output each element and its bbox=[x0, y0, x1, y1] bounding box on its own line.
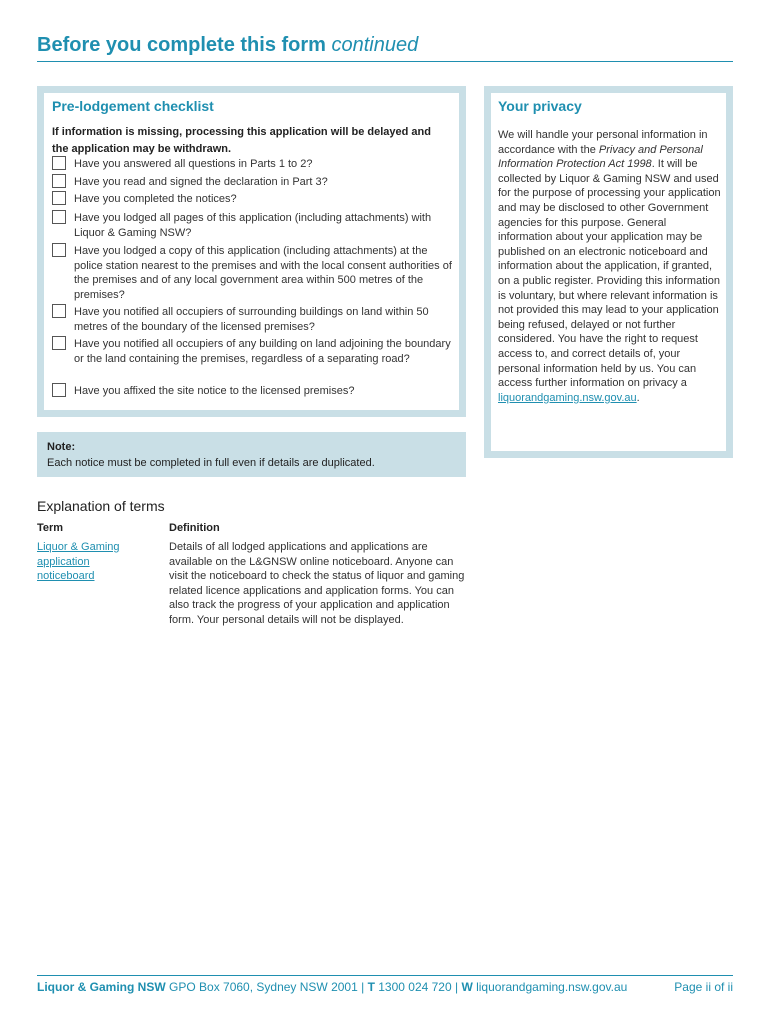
checklist-item-label: Have you notified all occupiers of surrounding buildings on land within 50 metres of the boundary of the licensed premises? bbox=[74, 306, 429, 333]
privacy-panel-body bbox=[491, 93, 726, 451]
checklist-panel bbox=[37, 86, 466, 417]
footer-divider bbox=[37, 975, 733, 976]
checkbox[interactable] bbox=[52, 174, 66, 188]
checklist-intro: If information is missing, processing this application will be delayed and the application may be withdrawn. bbox=[52, 126, 431, 155]
page-title-suffix: continued bbox=[331, 34, 419, 56]
checklist-item-label: Have you completed the notices? bbox=[74, 193, 237, 205]
footer-org: Liquor & Gaming NSW bbox=[37, 980, 166, 994]
checkbox[interactable] bbox=[52, 304, 66, 318]
checklist-heading: Pre-lodgement checklist bbox=[52, 98, 214, 114]
checklist-item-label: Have you affixed the site notice to the licensed premises? bbox=[74, 385, 355, 397]
checkbox[interactable] bbox=[52, 336, 66, 350]
footer-web-label: W bbox=[461, 980, 473, 994]
page-title bbox=[37, 34, 733, 57]
checkbox[interactable] bbox=[52, 383, 66, 397]
checkbox[interactable] bbox=[52, 191, 66, 205]
checklist-panel-body bbox=[44, 93, 459, 410]
note-text: Each notice must be completed in full even if details are duplicated. bbox=[47, 457, 375, 469]
term-noticeboard-link[interactable]: Liquor & Gaming application noticeboard bbox=[37, 541, 120, 583]
footer bbox=[37, 980, 733, 996]
term-definition: Details of all lodged applications and applications are available on the L&GNSW online noticeboard. Anyone can visit the noticeboard to check the status of liquor and gaming related licence applications and application forms. You can also track the progress of your application and application form. Your personal details will not be displayed. bbox=[169, 541, 465, 626]
note-box bbox=[37, 432, 466, 477]
terms-column-definition: Definition bbox=[169, 522, 220, 534]
privacy-text bbox=[498, 128, 722, 405]
checklist-item-label: Have you notified all occupiers of any building on land adjoining the boundary or the land containing the premises, regardless of a separating road? bbox=[74, 338, 451, 365]
checklist-item-label: Have you lodged a copy of this application (including attachments) at the police station nearest to the premises and with the local consent authorities of the premises and of any local government area within 500 metres of the premises? bbox=[74, 245, 452, 301]
page-number: Page ii of ii bbox=[674, 980, 733, 994]
privacy-text-part: . It will be collected by Liquor & Gaming NSW and used for the purpose of processing your application and may be disclosed to other Government agencies for this purpose. General information about your application may be published on an electronic noticeboard and information about the application, if granted, on a public register. Providing this information is voluntary, but where relevant information is not provided this may lead to your application being refused, delayed or not further considered. You have the right to request access to, and correct details of, your personal information held by us. You can access further information on privacy a bbox=[498, 158, 721, 390]
privacy-act-name: Privacy and Personal Information Protection Act 1998 bbox=[498, 143, 703, 171]
checkbox[interactable] bbox=[52, 243, 66, 257]
privacy-heading: Your privacy bbox=[498, 98, 582, 114]
footer-website: liquorandgaming.nsw.gov.au bbox=[472, 980, 628, 994]
checklist-item-label: Have you answered all questions in Parts 1 to 2? bbox=[74, 158, 313, 170]
footer-phone-label: T bbox=[367, 980, 375, 994]
title-divider bbox=[37, 61, 733, 62]
checkbox[interactable] bbox=[52, 210, 66, 224]
checklist-item-label: Have you read and signed the declaration in Part 3? bbox=[74, 176, 328, 188]
privacy-panel bbox=[484, 86, 733, 458]
terms-column-term: Term bbox=[37, 522, 64, 534]
page-title-text: Before you complete this form bbox=[37, 34, 326, 56]
footer-phone: 1300 024 720 | bbox=[374, 980, 462, 994]
checkbox[interactable] bbox=[52, 156, 66, 170]
privacy-website-link[interactable]: liquorandgaming.nsw.gov.au bbox=[498, 391, 637, 404]
footer-address: GPO Box 7060, Sydney NSW 2001 | bbox=[165, 980, 368, 994]
privacy-text-part: . bbox=[636, 391, 640, 404]
checklist-item-label: Have you lodged all pages of this application (including attachments) with Liquor & Gaming NSW? bbox=[74, 212, 432, 239]
privacy-text-part: We will handle your personal information in accordance with the bbox=[498, 129, 708, 156]
terms-heading: Explanation of terms bbox=[37, 498, 165, 514]
note-label: Note: bbox=[47, 441, 76, 453]
